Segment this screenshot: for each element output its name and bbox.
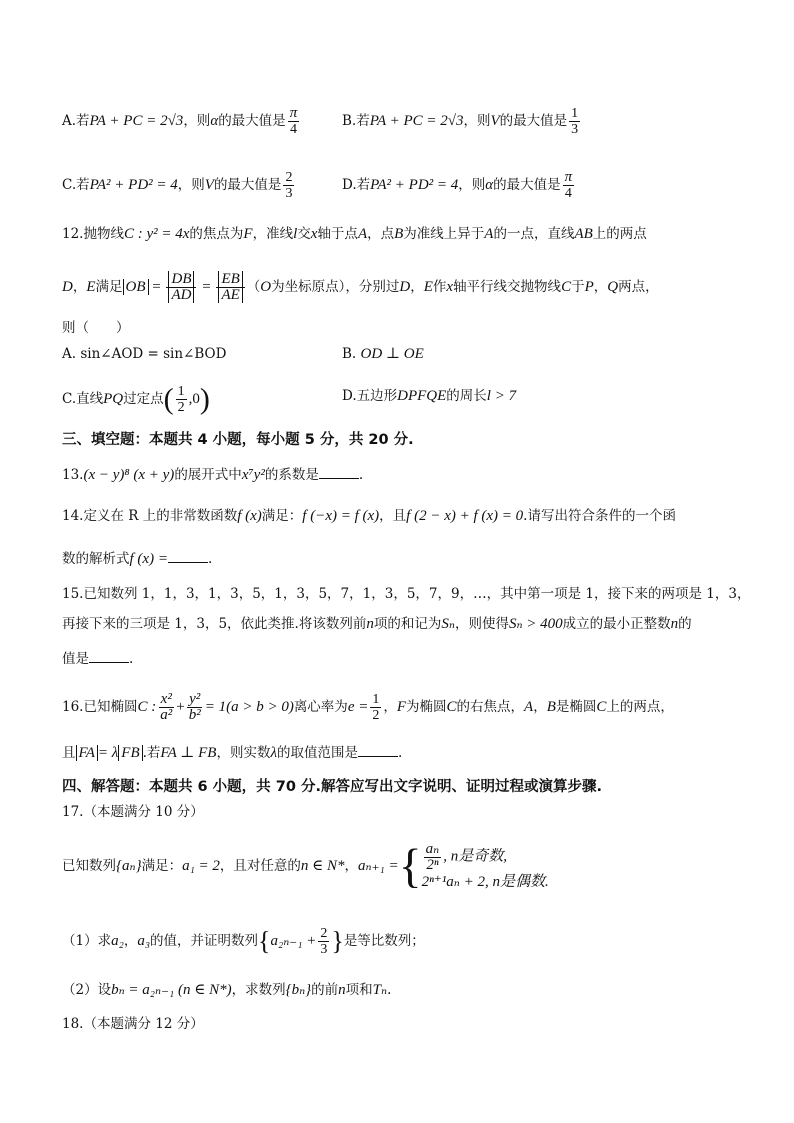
- text: 的焦点为: [189, 226, 244, 242]
- section-3-heading: 三、填空题：本题共 4 小题，每小题 5 分，共 20 分.: [62, 432, 414, 448]
- case-1: [422, 842, 549, 873]
- text: 且: [62, 745, 76, 761]
- math-var: λ: [270, 745, 277, 761]
- text: 的最大值是: [499, 113, 568, 129]
- fraction: [288, 106, 300, 137]
- q15-line-1: 15.已知数列 1，1，3，1，3，5，1，3，5，7，1，3，5，7，9，…，其中第一项是 1，接下来的两项是 1，3，: [62, 586, 751, 602]
- frac-num: x²: [160, 691, 172, 707]
- text: ，: [533, 699, 547, 715]
- math-expr: FA ⊥ FB: [160, 745, 217, 761]
- text: D.五边形: [342, 388, 398, 404]
- math-var: l: [293, 226, 298, 242]
- fraction: [158, 692, 174, 723]
- q16-line-1: 16.已知椭圆C : $\frac{\text{x²}}{\text{a²}}$ + $\frac{\text{y²}}{\text{b²}}$ = 1(a > b > 0)离心率为e = $\frac{1}{2}$ ，F为椭圆C的右焦点，A，B是椭圆C上的两点，: [62, 691, 674, 723]
- option-label: D.若: [342, 177, 371, 193]
- math-expr: aₙ₊₁ =: [358, 858, 399, 874]
- frac-den: 4: [289, 122, 297, 137]
- answer-blank[interactable]: [168, 548, 208, 563]
- option-text: A. sin∠AOD = sin∠BOD: [62, 346, 227, 362]
- q15-line-3: [62, 648, 133, 669]
- math-expr: OD ⊥ OE: [360, 346, 424, 362]
- fraction: [318, 926, 329, 957]
- text: .: [358, 467, 364, 483]
- text: 为准线上异于: [403, 226, 485, 242]
- q11-option-a: [62, 106, 301, 137]
- text: ，则: [183, 113, 211, 129]
- piecewise-cases: [422, 842, 549, 891]
- math-expr: PA² + PD² = 4: [89, 177, 178, 193]
- option-label: B.: [342, 346, 357, 362]
- math-var: P: [584, 279, 594, 295]
- math-var: E: [423, 279, 433, 295]
- text: （: [246, 279, 261, 295]
- math-var: Sₙ: [441, 616, 455, 632]
- fraction: [370, 692, 381, 723]
- math-expr: Sₙ > 400: [508, 616, 563, 632]
- math-expr: l > 7: [486, 388, 517, 404]
- fraction: [216, 272, 244, 303]
- text: 轴平行线交抛物线: [453, 279, 562, 295]
- text: ，则: [463, 113, 491, 129]
- text: 的最大值是: [493, 177, 561, 193]
- math-expr: x⁷y²: [241, 467, 265, 483]
- math-expr: f (−x) = f (x): [302, 508, 380, 524]
- text: .: [129, 651, 134, 667]
- math-var: a₃: [137, 933, 151, 949]
- q12-line-2: D，E满足 OB = $\frac{DB}{AD}$ = $\frac{EB}{AE}$ （O为坐标原点），分别过D，E作x轴平行线交抛物线C于P，Q两点，: [62, 271, 659, 303]
- text: ，: [123, 933, 138, 949]
- frac-num: aₙ: [425, 841, 440, 857]
- frac-den: b²: [188, 707, 201, 723]
- q11-option-d: [342, 170, 576, 201]
- text: ，且对任意的: [219, 858, 301, 874]
- text: 两点，: [618, 279, 659, 295]
- text: 的一点，直线: [493, 226, 575, 242]
- text: C.直线: [62, 391, 104, 407]
- text: 数的解析式: [62, 551, 130, 567]
- text: ，: [72, 279, 87, 295]
- text: 的: [678, 616, 692, 632]
- frac-num: 1: [177, 384, 185, 399]
- text: 的最大值是: [213, 177, 282, 193]
- text: 的前: [311, 982, 339, 998]
- q12-option-d: [342, 386, 516, 406]
- text: ，: [410, 279, 424, 295]
- text: ，则: [177, 177, 205, 193]
- fraction: [283, 170, 294, 201]
- text: 16.已知椭圆: [62, 699, 138, 715]
- text: ，则实数: [216, 745, 271, 761]
- math-var: A: [524, 699, 534, 715]
- text: ，: [383, 699, 397, 715]
- q17-part-1: （1）求a₂，a₃的值，并证明数列{a₂ₙ₋₁ + $\frac{2}{3}$ }是等比数列；: [62, 926, 425, 957]
- frac-den: 2: [372, 708, 380, 723]
- fraction: [187, 692, 203, 723]
- math-expr: n ∈ N*: [300, 858, 345, 874]
- text: 作: [432, 279, 447, 295]
- math-expr: bₙ = a₂ₙ₋₁ (n ∈ N*): [111, 982, 232, 998]
- math-expr: = λ: [97, 745, 119, 761]
- math-expr: C : y² = 4x: [123, 226, 190, 242]
- text: 为坐标原点），分别过: [271, 279, 400, 295]
- math-var: Q: [607, 279, 619, 295]
- text: .请写出符合条件的一个函: [523, 508, 676, 524]
- text: ，且: [379, 508, 407, 524]
- frac-den: 3: [285, 186, 293, 201]
- text: 再接下来的三项是 1，3，5，依此类推.将该数列前: [62, 616, 367, 632]
- math-var: A: [357, 226, 368, 242]
- q12-line-1: [62, 224, 647, 244]
- frac-num: y²: [189, 691, 201, 707]
- text: 14.定义在 R 上的非常数函数: [62, 508, 238, 524]
- text: （1）求: [62, 933, 112, 949]
- text: 值是: [62, 651, 89, 667]
- abs-value: EB: [218, 271, 242, 287]
- q12-option-a: [62, 344, 226, 364]
- frac-num: 1: [571, 106, 579, 121]
- text: ，则使得: [454, 616, 509, 632]
- math-expr: = 1(a > b > 0): [204, 699, 294, 715]
- math-expr: , n是奇数,: [443, 848, 508, 865]
- text: 的系数是: [264, 467, 319, 483]
- frac-num: π: [289, 105, 298, 121]
- frac-num: 2: [320, 926, 328, 941]
- math-expr: {aₙ}: [116, 858, 142, 874]
- abs-value: FB: [118, 745, 142, 761]
- q16-line-2: [62, 742, 402, 763]
- frac-num: π: [564, 169, 573, 185]
- math-value: 0: [192, 391, 200, 407]
- q17-statement: [62, 836, 549, 896]
- frac-den: 2: [177, 400, 185, 415]
- frac-num: 2: [285, 170, 293, 185]
- text: .若: [142, 745, 161, 761]
- text: 的最大值是: [218, 113, 286, 129]
- text: 是等比数列；: [343, 933, 425, 949]
- math-var: α: [485, 177, 494, 193]
- text: （2）设: [62, 982, 112, 998]
- math-var: AB: [574, 226, 593, 242]
- math-var: F: [396, 699, 407, 715]
- text: 上的两点，: [606, 699, 674, 715]
- frac-num: 1: [372, 692, 380, 707]
- math-expr: a₂ₙ₋₁ +: [270, 933, 317, 949]
- math-var: D: [62, 279, 73, 295]
- frac-den: 3: [571, 122, 579, 137]
- q11-option-c: [62, 170, 296, 201]
- text: ，求数列: [231, 982, 286, 998]
- text: ，: [344, 858, 359, 874]
- text: 满足: [95, 279, 123, 295]
- text: 上的两点: [592, 226, 647, 242]
- text: ，点: [367, 226, 395, 242]
- q14-line-1: [62, 506, 676, 526]
- text: .: [387, 982, 392, 998]
- text: 则（ ）: [62, 320, 130, 336]
- case-2: 2ⁿ⁺¹aₙ + 2, n是偶数.: [421, 874, 549, 890]
- abs-value: AD: [168, 287, 194, 303]
- math-var: B: [394, 226, 404, 242]
- fraction: [176, 384, 187, 415]
- frac-den: 3: [320, 942, 328, 957]
- q11-option-b: [342, 106, 582, 137]
- math-var: Tₙ: [372, 982, 388, 998]
- text: 成立的最小正整数: [562, 616, 671, 632]
- math-expr: (x − y)⁸ (x + y): [83, 467, 175, 483]
- q18-header: 18.（本题满分 12 分）: [62, 1016, 204, 1032]
- abs-value: AE: [218, 287, 242, 303]
- text: 项和: [345, 982, 373, 998]
- text: 项的和记为: [373, 616, 442, 632]
- math-var: x: [310, 226, 318, 242]
- abs-value: FA: [76, 745, 98, 761]
- math-var: x: [446, 279, 454, 295]
- text: 已知数列: [62, 858, 116, 874]
- math-var: C: [596, 699, 607, 715]
- q13: [62, 464, 363, 485]
- math-var: B: [546, 699, 556, 715]
- math-var: C: [561, 279, 572, 295]
- math-var: V: [204, 177, 214, 193]
- text: 的展开式中: [174, 467, 242, 483]
- math-expr: f (x) =: [129, 551, 168, 567]
- text: 的右焦点，: [456, 699, 525, 715]
- text: 12.抛物线: [62, 226, 124, 242]
- q12-option-c: C.直线PQ过定点( $\frac{1}{2}$ ,0): [62, 382, 210, 416]
- math-expr: PA + PC = 2√3: [89, 113, 184, 129]
- option-label: B.若: [342, 113, 370, 129]
- math-var: O: [260, 279, 272, 295]
- text: ，准线: [252, 226, 294, 242]
- math-var: DPFQE: [397, 388, 447, 404]
- section-4-heading: 四、解答题：本题共 6 小题，共 70 分.解答应写出文字说明、证明过程或演算步骤.: [62, 779, 602, 795]
- text: 交: [297, 226, 311, 242]
- text: 满足：: [141, 858, 183, 874]
- answer-blank[interactable]: [319, 464, 359, 479]
- q17-header: 17.（本题满分 10 分）: [62, 804, 204, 820]
- math-expr: f (x): [237, 508, 262, 524]
- q14-line-2: [62, 548, 212, 569]
- text: 离心率为: [293, 699, 348, 715]
- frac-den: 4: [564, 186, 572, 201]
- text: 于: [571, 279, 585, 295]
- frac-den: a²: [160, 707, 173, 723]
- fraction: [569, 106, 580, 137]
- math-var: E: [86, 279, 96, 295]
- answer-blank[interactable]: [89, 648, 129, 663]
- math-expr: {bₙ}: [285, 982, 312, 998]
- math-expr: PA² + PD² = 4: [370, 177, 459, 193]
- math-var: A: [484, 226, 494, 242]
- math-var: PQ: [103, 391, 124, 407]
- q15-line-2: [62, 614, 692, 634]
- text: 是椭圆: [555, 699, 597, 715]
- text: .: [397, 745, 403, 761]
- math-var: a₂: [111, 933, 124, 949]
- q17-part-2: [62, 980, 391, 1000]
- text: 轴于点: [317, 226, 358, 242]
- q12-option-b: [342, 344, 424, 364]
- math-expr: PA + PC = 2√3: [369, 113, 464, 129]
- math-var: C :: [137, 699, 157, 715]
- text: 为椭圆: [406, 699, 447, 715]
- text: .: [207, 551, 213, 567]
- option-label: C.若: [62, 177, 90, 193]
- frac-den: 2ⁿ: [426, 857, 439, 873]
- text: 过定点: [123, 391, 164, 407]
- math-expr: f (2 − x) + f (x) = 0: [406, 508, 524, 524]
- q12-line-3: [62, 318, 130, 338]
- option-label: A.若: [62, 113, 90, 129]
- abs-value: OB: [123, 279, 149, 295]
- text: ，: [593, 279, 608, 295]
- math-var: D: [399, 279, 411, 295]
- text: 的值，并证明数列: [150, 933, 259, 949]
- math-var: n: [366, 616, 374, 632]
- math-var: C: [446, 699, 457, 715]
- text: 的周长: [446, 388, 487, 404]
- left-brace: {: [398, 839, 422, 893]
- math-expr: a₁ = 2: [182, 858, 220, 874]
- text: 的取值范围是: [276, 745, 358, 761]
- math-var: F: [243, 226, 253, 242]
- answer-blank[interactable]: [358, 742, 398, 757]
- math-var: n: [338, 982, 346, 998]
- question-number: 13.: [62, 467, 84, 483]
- text: 满足：: [261, 508, 303, 524]
- math-expr: e =: [347, 699, 369, 715]
- text: ，则: [458, 177, 486, 193]
- abs-value: DB: [168, 271, 194, 287]
- fraction: [563, 170, 575, 201]
- math-var: α: [210, 113, 219, 129]
- fraction: [166, 272, 196, 303]
- math-var: n: [670, 616, 679, 632]
- math-var: V: [490, 113, 500, 129]
